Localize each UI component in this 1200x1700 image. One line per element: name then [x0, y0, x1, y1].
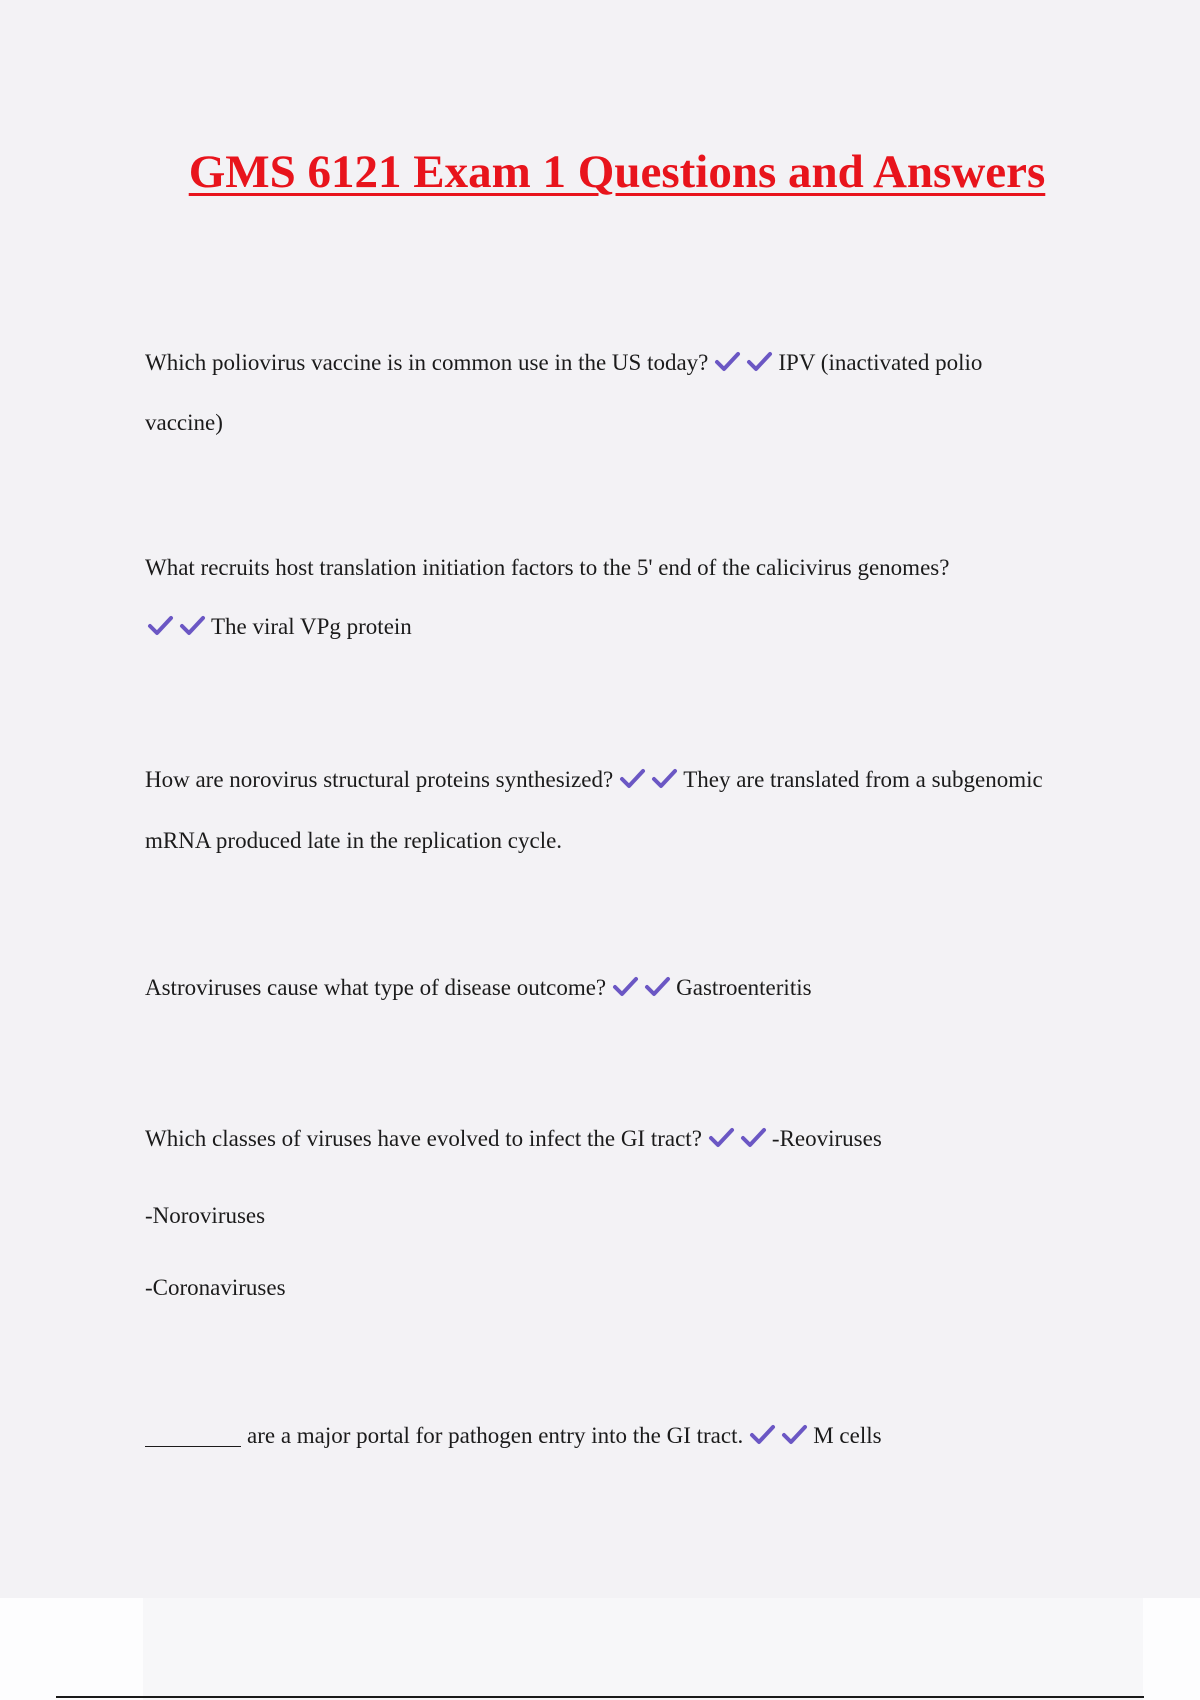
- qa-5-answer-2: -Noroviruses: [145, 1203, 266, 1228]
- qa-3-line-2: mRNA produced late in the replication cycle.: [145, 828, 563, 853]
- double-checkmark-icon: [147, 614, 209, 636]
- qa-1-answer: IPV (inactivated polio: [778, 350, 983, 375]
- double-checkmark-icon: [708, 1126, 770, 1148]
- qa-3-answer: They are translated from a subgenomic: [683, 767, 1043, 792]
- qa-6-question: are a major portal for pathogen entry into the GI tract.: [247, 1423, 744, 1448]
- qa-5-answer-3: -Coronaviruses: [145, 1275, 286, 1300]
- qa-6-line-1: [145, 1421, 882, 1451]
- qa-1-question: Which poliovirus vaccine is in common use in the US today?: [145, 350, 709, 375]
- qa-2-answer: The viral VPg protein: [211, 614, 412, 639]
- qa-5-answer-1: -Reoviruses: [771, 1126, 882, 1151]
- qa-3-line-1: [145, 765, 1043, 795]
- document-title: GMS 6121 Exam 1 Questions and Answers: [188, 146, 1046, 198]
- qa-1-line-2: vaccine): [145, 410, 223, 435]
- qa-2-question: What recruits host translation initiation factors to the 5' end of the calicivirus genomes?: [145, 555, 950, 580]
- footer-rule: [56, 1696, 1144, 1698]
- qa-4-answer: Gastroenteritis: [676, 975, 812, 1000]
- qa-3-question: How are norovirus structural proteins synthesized?: [145, 767, 614, 792]
- double-checkmark-icon: [714, 350, 776, 372]
- qa-5-line-1: [145, 1124, 882, 1154]
- qa-5-question: Which classes of viruses have evolved to infect the GI tract?: [145, 1126, 702, 1151]
- qa-6-answer: M cells: [813, 1423, 882, 1448]
- double-checkmark-icon: [619, 767, 681, 789]
- qa-4-question: Astroviruses cause what type of disease outcome?: [145, 975, 607, 1000]
- fill-in-blank: [145, 1426, 241, 1447]
- double-checkmark-icon: [612, 975, 674, 997]
- qa-2-line-2: [145, 612, 412, 642]
- qa-4-line-1: [145, 973, 812, 1003]
- double-checkmark-icon: [749, 1423, 811, 1445]
- qa-1-line-1: [145, 348, 982, 378]
- page-bottom-panel: [143, 1598, 1143, 1700]
